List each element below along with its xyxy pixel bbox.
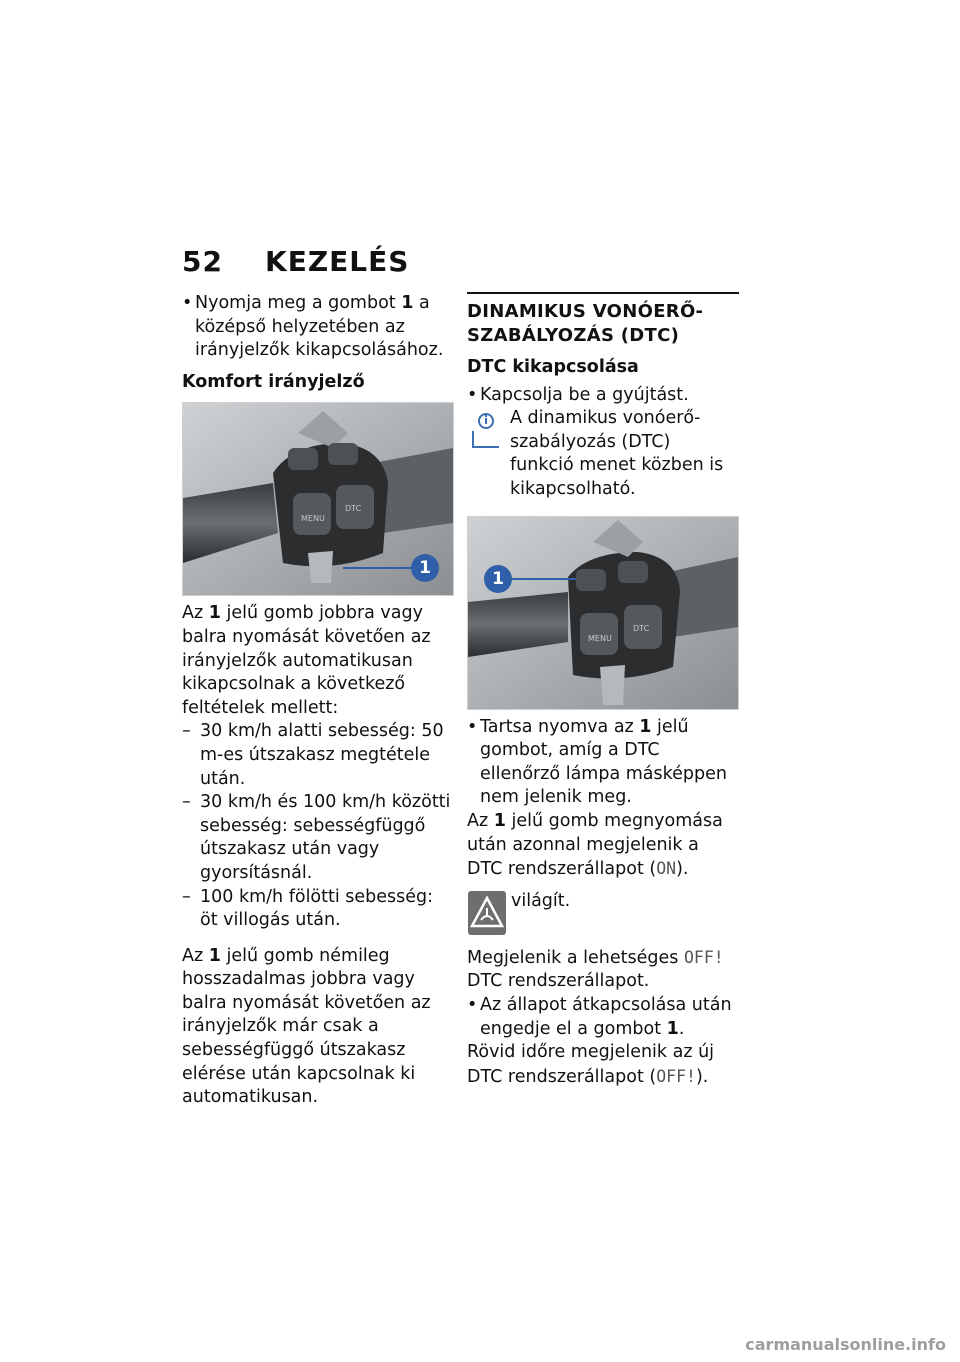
info-icon [468, 411, 504, 451]
left-column [182, 292, 454, 1110]
condition-above-100: – 100 km/h fölötti sebesség: öt villogás után. [182, 886, 454, 933]
condition-below-30: – 30 km/h alatti sebesség: 50 m-es útszakasz megtétele után. [182, 720, 454, 791]
paragraph-auto-off: Az 1 jelű gomb jobbra vagy balra nyomását követően az irányjelzők automatikusan kikapcsolnak a következő feltételek mellett: [182, 603, 431, 718]
handlebar-switch-illustration-dtc [468, 517, 738, 709]
subheading-comfort-indicator: Komfort irányjelző [182, 371, 365, 392]
bullet-turn-off-indicators: • Nyomja meg a gombot 1 a középső helyzetében az irányjelzők kikapcsolásához. [182, 292, 454, 363]
condition-30-100: – 30 km/h és 100 km/h közötti sebesség: sebességfüggő útszakasz után vagy gyorsításnál. [182, 791, 454, 885]
info-note-text: A dinamikus vonóerő-szabályozás (DTC) funkció menet közben is kikapcsolható. [510, 408, 724, 499]
page-title: KEZELÉS [265, 245, 410, 278]
page-number: 52 [182, 245, 223, 278]
warning-lamp-row [467, 890, 739, 936]
paragraph-status-off-possible: Megjelenik a lehetséges OFF! DTC rendszerállapot. [467, 947, 724, 992]
figure-callout-1-dtc: 1 [492, 568, 504, 589]
info-note [467, 407, 739, 501]
paragraph-long-press: Az 1 jelű gomb némileg hosszadalmas jobbra vagy balra nyomását követően az irányjelzők már csak a sebességfüggő útszakasz elérése után kapcsolnak ki automatikusan. [182, 945, 431, 1108]
figure-handlebar-switch-left [182, 402, 454, 596]
section-title-dtc: DINAMIKUS VONÓERŐ-SZABÁLYOZÁS (DTC) [467, 292, 739, 348]
subheading-dtc-off: DTC kikapcsolása [467, 357, 639, 377]
paragraph-status-on: Az 1 jelű gomb megnyomása után azonnal megjelenik a DTC rendszerállapot (ON). [467, 810, 723, 880]
bullet-ignition-on: • Kapcsolja be a gyújtást. [467, 384, 739, 408]
bullet-hold-button: • Tartsa nyomva az 1 jelű gombot, amíg a DTC ellenőrző lámpa másképpen nem jelenik meg. [467, 716, 739, 810]
svg-text:MENU: MENU [588, 633, 612, 643]
svg-text:DTC: DTC [633, 623, 650, 633]
figure-handlebar-switch-right [467, 516, 739, 710]
svg-text:DTC: DTC [345, 504, 362, 514]
svg-text:MENU: MENU [301, 514, 325, 524]
figure-callout-1: 1 [419, 558, 431, 579]
dtc-warning-lamp-icon [467, 890, 507, 936]
footer-watermark: carmanualsonline.info [745, 1335, 946, 1354]
page-header [182, 245, 742, 285]
paragraph-new-status: Rövid időre megjelenik az új DTC rendszerállapot (OFF!). [467, 1042, 715, 1087]
warning-lamp-text: világít. [511, 890, 571, 911]
bullet-release-button: • Az állapot átkapcsolása után engedje el a gombot 1. [467, 994, 739, 1041]
right-column [467, 292, 739, 1089]
